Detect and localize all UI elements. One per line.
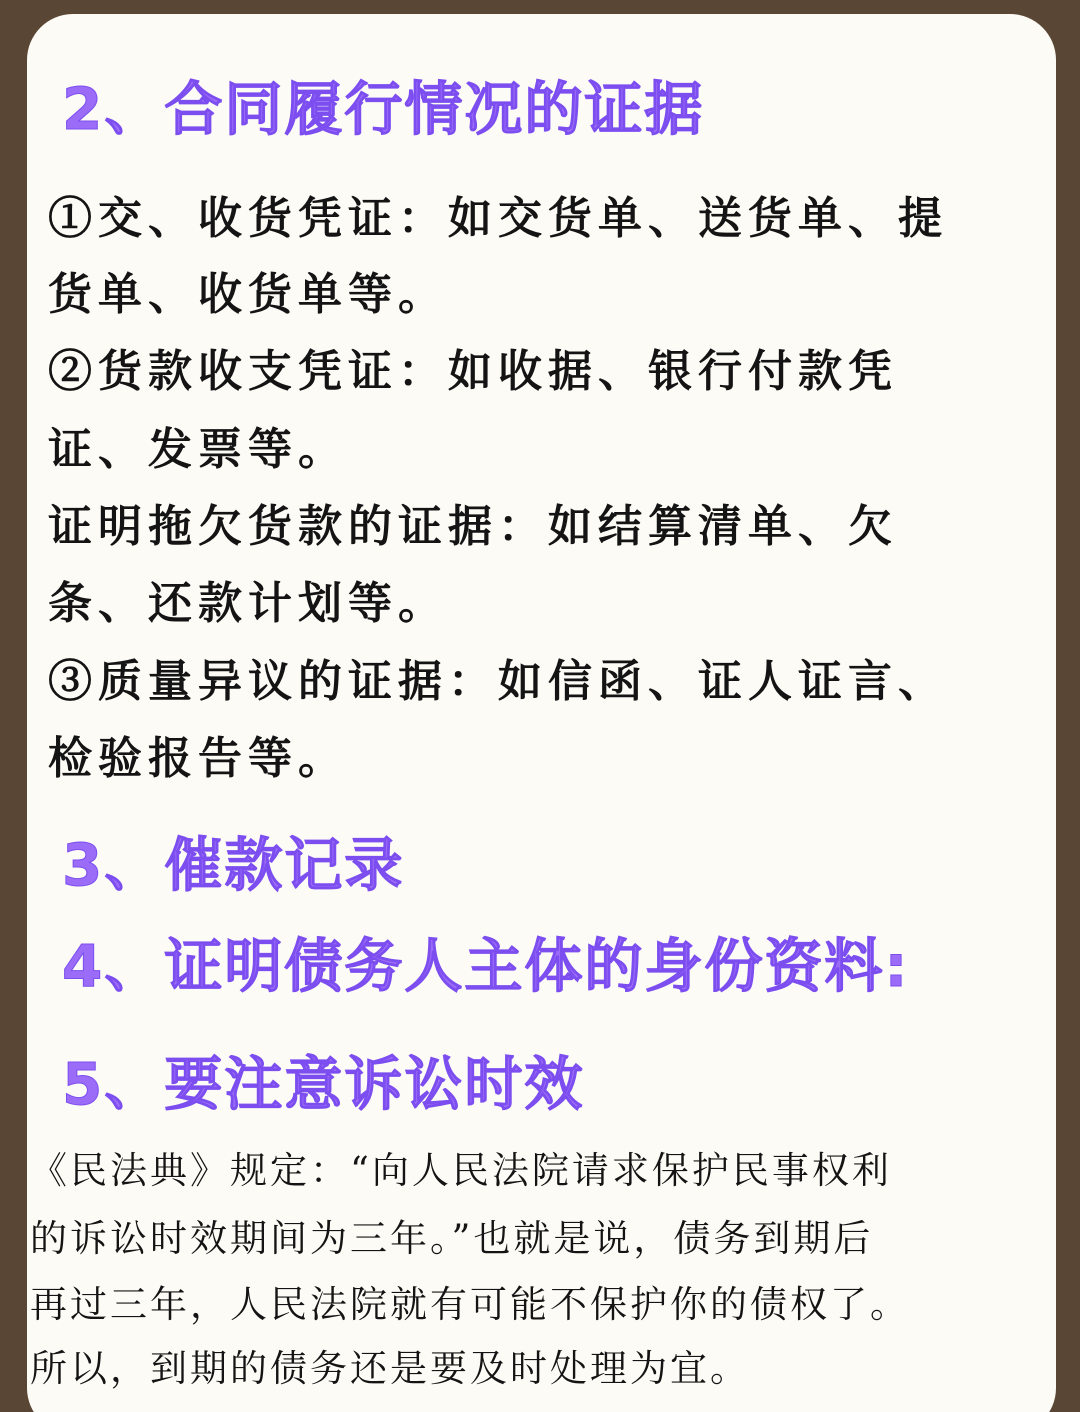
evidence-line: ①交、收货凭证：如交货单、送货单、提 bbox=[48, 193, 948, 244]
heading-collection-records: 3、催款记录 bbox=[62, 831, 405, 899]
law-line: 所以，到期的债务还是要及时处理为宜。 bbox=[30, 1347, 750, 1390]
evidence-line: 证、发票等。 bbox=[48, 424, 348, 475]
evidence-line: 检验报告等。 bbox=[48, 733, 348, 784]
law-line: 再过三年，人民法院就有可能不保护你的债权了。 bbox=[30, 1283, 910, 1326]
heading-contract-performance-evidence: 2、合同履行情况的证据 bbox=[62, 75, 705, 143]
evidence-line: ②货款收支凭证：如收据、银行付款凭 bbox=[48, 346, 898, 397]
law-line: 的诉讼时效期间为三年。”也就是说，债务到期后 bbox=[30, 1217, 874, 1260]
heading-debtor-identity-documents: 4、证明债务人主体的身份资料: bbox=[62, 932, 910, 1000]
evidence-line: 货单、收货单等。 bbox=[48, 269, 448, 320]
evidence-line: 条、还款计划等。 bbox=[48, 578, 448, 629]
evidence-line: ③质量异议的证据：如信函、证人证言、 bbox=[48, 656, 948, 707]
heading-statute-of-limitations: 5、要注意诉讼时效 bbox=[62, 1050, 585, 1118]
evidence-line: 证明拖欠货款的证据：如结算清单、欠 bbox=[48, 501, 898, 552]
law-line: 《民法典》规定：“向人民法院请求保护民事权利 bbox=[30, 1149, 892, 1192]
